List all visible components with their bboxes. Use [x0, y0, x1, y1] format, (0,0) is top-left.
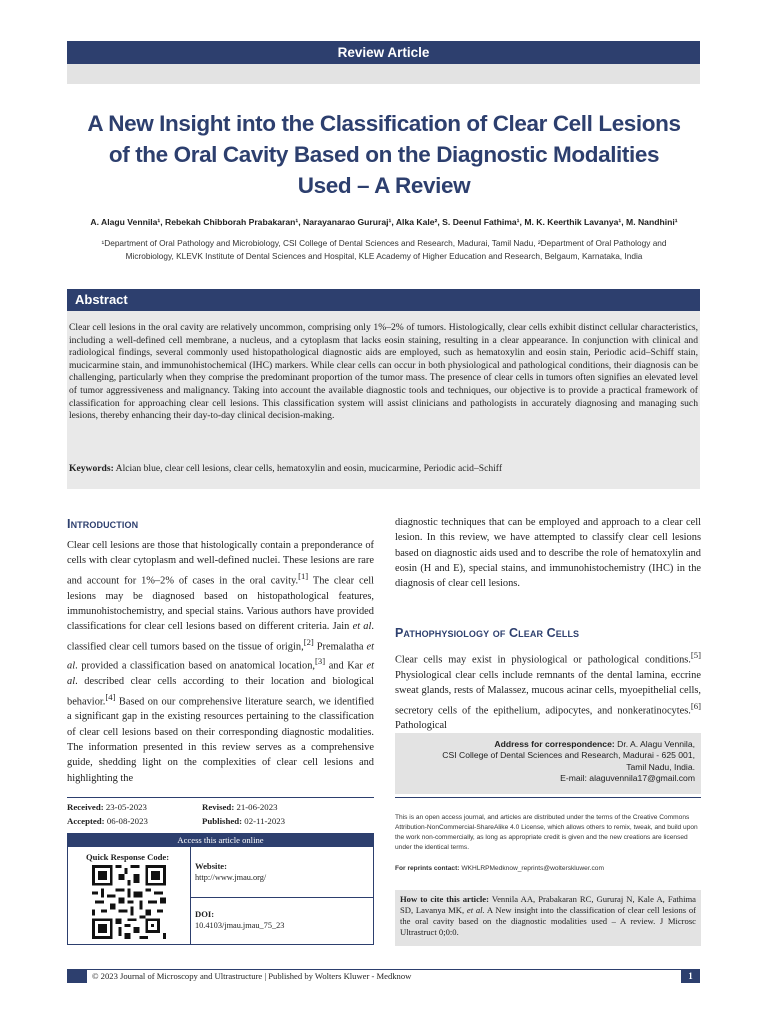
affiliations: ¹Department of Oral Pathology and Microbiology, CSI College of Dental Sciences and Research, Madurai, Tamil Nadu, ²Department of Oral Pathology and Microbiology, KLEVK Institute of Dental Sciences and Hospital, KLE Academy of Higher Education and Research, Belgaum, Karnataka, India: [101, 238, 667, 261]
banner-strip: [67, 64, 700, 84]
abstract-text: Clear cell lesions in the oral cavity are relatively uncommon, comprising only 1%–2% of tumors. Histologically, clear cells exhibit distinct cellular characteristics, including a well-defined cell membrane, a nucleus, and a cytoplasm that lacks eosin staining, resulting in a clear appearance. In conjunction with clinical and radiological findings, several commonly used histopathological diagnostic aids are employed, such as hematoxylin and eosin stain, Periodic acid–Schiff stain, mucicarmine stain, and immunohistochemical (IHC) markers. While clear cells can occur in both physiological and pathological conditions, their diagnosis can be challenging, particularly when they comprise the predominant proportion of the tumor mass. The presence of clear cells in tumors often signifies an elevated level of tumor aggressiveness and malignancy. Taking into account the available diagnostic tools and techniques, our objective is to provide a practical framework of classification for approaching clear cell lesions. This classification system will assist clinicians and pathologists in accurately diagnosing and managing such lesions, thereby enhancing their day-to-day clinical decision-making.: [69, 322, 698, 422]
divider: [395, 797, 701, 798]
qr-code-icon[interactable]: [92, 865, 166, 939]
citation-link[interactable]: [6]: [690, 700, 701, 711]
footer-flag: [67, 970, 87, 983]
citation-link[interactable]: [2]: [303, 636, 314, 647]
keywords-label: Keywords:: [69, 463, 114, 474]
doi-label: DOI:: [195, 909, 215, 919]
correspondence-address: Tamil Nadu, India.: [626, 761, 695, 772]
website-label: Website:: [195, 861, 227, 871]
article-type-banner: Review Article: [67, 41, 700, 64]
qr-label: Quick Response Code:: [86, 852, 170, 862]
author-list: A. Alagu Vennila¹, Rebekah Chibborah Prabakaran¹, Narayanarao Gururaj¹, Alka Kale², S. Deenul Fathima¹, M. K. Keerthik Lavanya¹, M. Nandhini¹: [90, 217, 678, 227]
footer-copyright: © 2023 Journal of Microscopy and Ultrastructure | Published by Wolters Kluwer - Medknow: [92, 971, 412, 981]
keywords-list: Alcian blue, clear cell lesions, clear cells, hematoxylin and eosin, mucicarmine, Periodic acid–Schiff: [115, 463, 503, 474]
citation-link[interactable]: [1]: [298, 570, 309, 581]
revised-date: 21-06-2023: [236, 802, 278, 812]
introduction-text: Clear cell lesions are those that histologically contain a preponderance of cells with clear cytoplasm and well-defined nuclei. These lesions are rare and account for 1%–2% of cases in the oral cavity.[1] The clear cell lesions may be diagnosed based on histopathological features, immunohistochemistry, and special stains. Various authors have provided classifications for clear cell lesions based on different criteria. Jain et al. classified clear cell tumors based on the tissue of origin,[2] Premalatha et al. provided a classification based on anatomical location,[3] and Kar et al. described clear cells according to their location and biological behavior.[4] Based on our comprehensive literature search, we identified a significant gap in the existing resources pertaining to the classification of clear cell lesions based on their corresponding diagnostic modalities. The information presented in this review serves as a comprehensive guide, shedding light on the complexities of clear cell lesions and highlighting the: [67, 540, 374, 784]
correspondence-email[interactable]: E-mail: alaguvennila17@gmail.com: [560, 772, 695, 783]
introduction-continued: diagnostic techniques that can be employed and approach to a clear cell lesion. In this review, we have attempted to classify clear cell lesions based on diagnostic aids used and to describe the role of hematoxylin and eosin (H and E), special stains, and immunohistochemistry (IHC) in the diagnosis of clear cell lesions.: [395, 517, 701, 590]
keywords: [67, 463, 700, 475]
access-online-box: [67, 847, 374, 945]
citation-link[interactable]: [4]: [105, 691, 116, 702]
correspondence-label: Address for correspondence:: [494, 739, 615, 749]
pathophysiology-text: Clear cells may exist in physiological or pathological conditions.[5] Physiological clear cells include remnants of the dental lamina, eccrine sweat glands, rests of Malassez, mucous acinar cells, myoepithelial cells, secretory cells of the epithelium, adipocytes, and nonkeratinocytes.[6] Pathological: [395, 650, 701, 732]
correspondence-name: Dr. A. Alagu Vennila,: [617, 739, 695, 749]
how-to-cite-box: How to cite this article: Vennila AA, Prabakaran RC, Gururaj N, Kale A, Fathima SD, Lavanya MK, et al. A New insight into the classification of clear cell lesions of the oral cavity based on the diagnostic modalities used – A review. J Microsc Ultrastruct 0;0:0.: [395, 890, 701, 946]
citation-link[interactable]: [3]: [315, 656, 326, 667]
correspondence-address: CSI College of Dental Sciences and Research, Madurai - 625 001,: [442, 750, 695, 761]
website-link[interactable]: http://www.jmau.org/: [195, 873, 267, 882]
citation-link[interactable]: [5]: [690, 650, 701, 660]
access-online-heading: Access this article online: [67, 833, 374, 847]
accepted-date: 06-08-2023: [106, 816, 148, 826]
article-title: A New Insight into the Classification of Clear Cell Lesions of the Oral Cavity Based on the Diagnostic Modalities Used – A Review: [87, 111, 681, 198]
access-divider: [190, 897, 374, 898]
access-divider: [190, 847, 191, 944]
cite-label: How to cite this article:: [400, 894, 489, 904]
footer-rule: [67, 969, 700, 970]
section-heading-pathophysiology: Pathophysiology of Clear Cells: [395, 626, 580, 640]
license-notice: This is an open access journal, and articles are distributed under the terms of the Creative Commons Attribution-NonCommercial-ShareAlike 4.0 License, which allows others to remix, tweak, and build upon the work non-commercially, as long as appropriate credit is given and the new creations are licensed under the identical terms.: [395, 814, 698, 852]
published-date: 02-11-2023: [244, 816, 286, 826]
reprints-email[interactable]: WKHLRPMedknow_reprints@wolterskluwer.com: [461, 865, 604, 872]
section-heading-introduction: Introduction: [67, 517, 139, 531]
reprints-contact: For reprints contact: WKHLRPMedknow_reprints@wolterskluwer.com: [395, 865, 604, 872]
page-number: 1: [681, 970, 700, 983]
received-date: 23-05-2023: [105, 802, 147, 812]
doi-link[interactable]: 10.4103/jmau.jmau_75_23: [195, 921, 285, 930]
abstract-heading: Abstract: [67, 289, 700, 311]
divider: [67, 797, 374, 798]
correspondence-box: [395, 733, 701, 794]
